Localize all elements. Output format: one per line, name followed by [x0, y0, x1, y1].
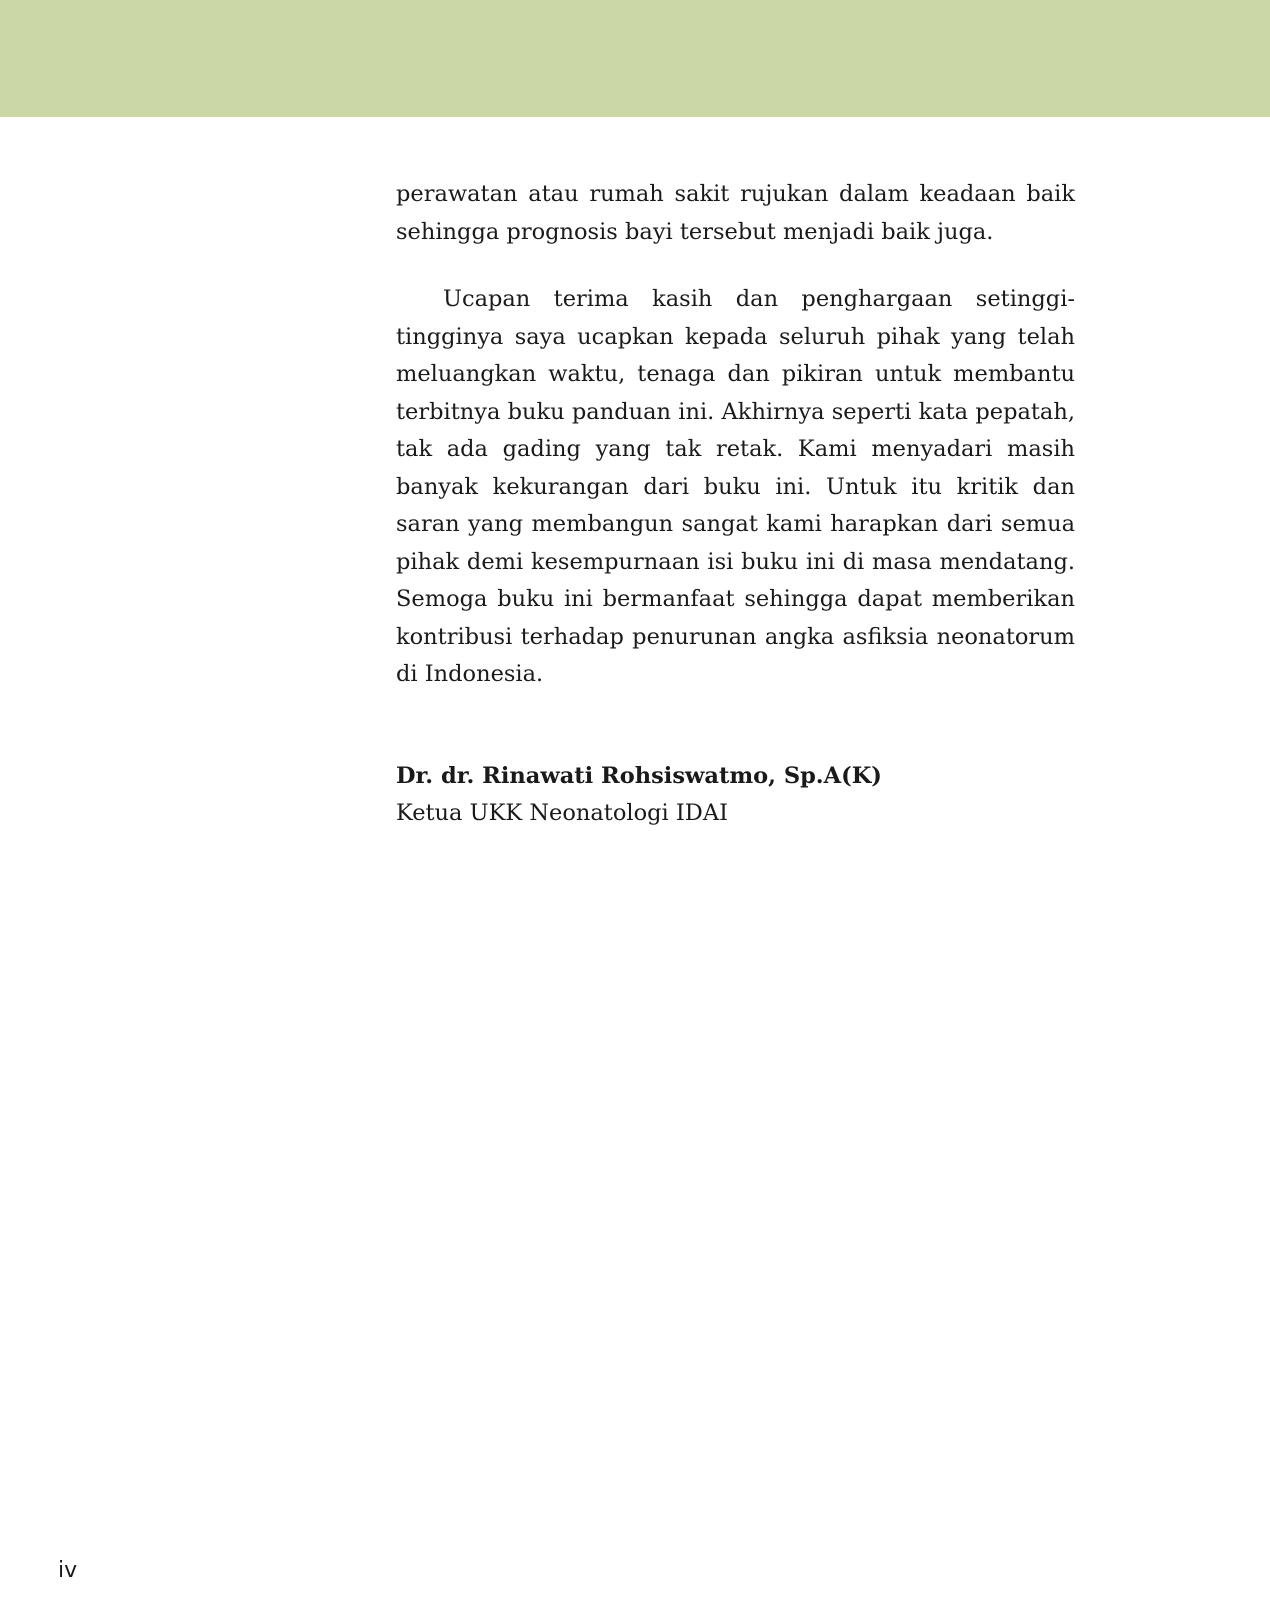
header-band — [0, 0, 1270, 117]
paragraph-continuation: perawatan atau rumah sakit rujukan dalam keadaan baik sehingga prognosis bayi tersebut menjadi baik juga. — [396, 181, 1075, 245]
page-number: iv — [58, 1558, 78, 1583]
paragraph-acknowledgement: Ucapan terima kasih dan penghargaan setinggi-tingginya saya ucapkan kepada seluruh pihak yang telah meluangkan waktu, tenaga dan pikiran untuk membantu terbitnya buku panduan ini. Akhirnya seperti kata pepatah, tak ada gading yang tak retak. Kami menyadari masih banyak kekurangan dari buku ini. Untuk itu kritik dan saran yang membangun sangat kami harapkan dari semua pihak demi kesempurnaan isi buku ini di masa mendatang. Semoga buku ini bermanfaat sehingga dapat memberikan kontribusi terhadap penurunan angka asfiksia neonatorum di Indonesia. — [396, 286, 1075, 687]
main-content — [396, 176, 1075, 833]
signatory-role: Ketua UKK Neonatologi IDAI — [396, 800, 728, 826]
signatory-name: Dr. dr. Rinawati Rohsiswatmo, Sp.A(K) — [396, 762, 882, 789]
signature-block — [396, 758, 1075, 833]
